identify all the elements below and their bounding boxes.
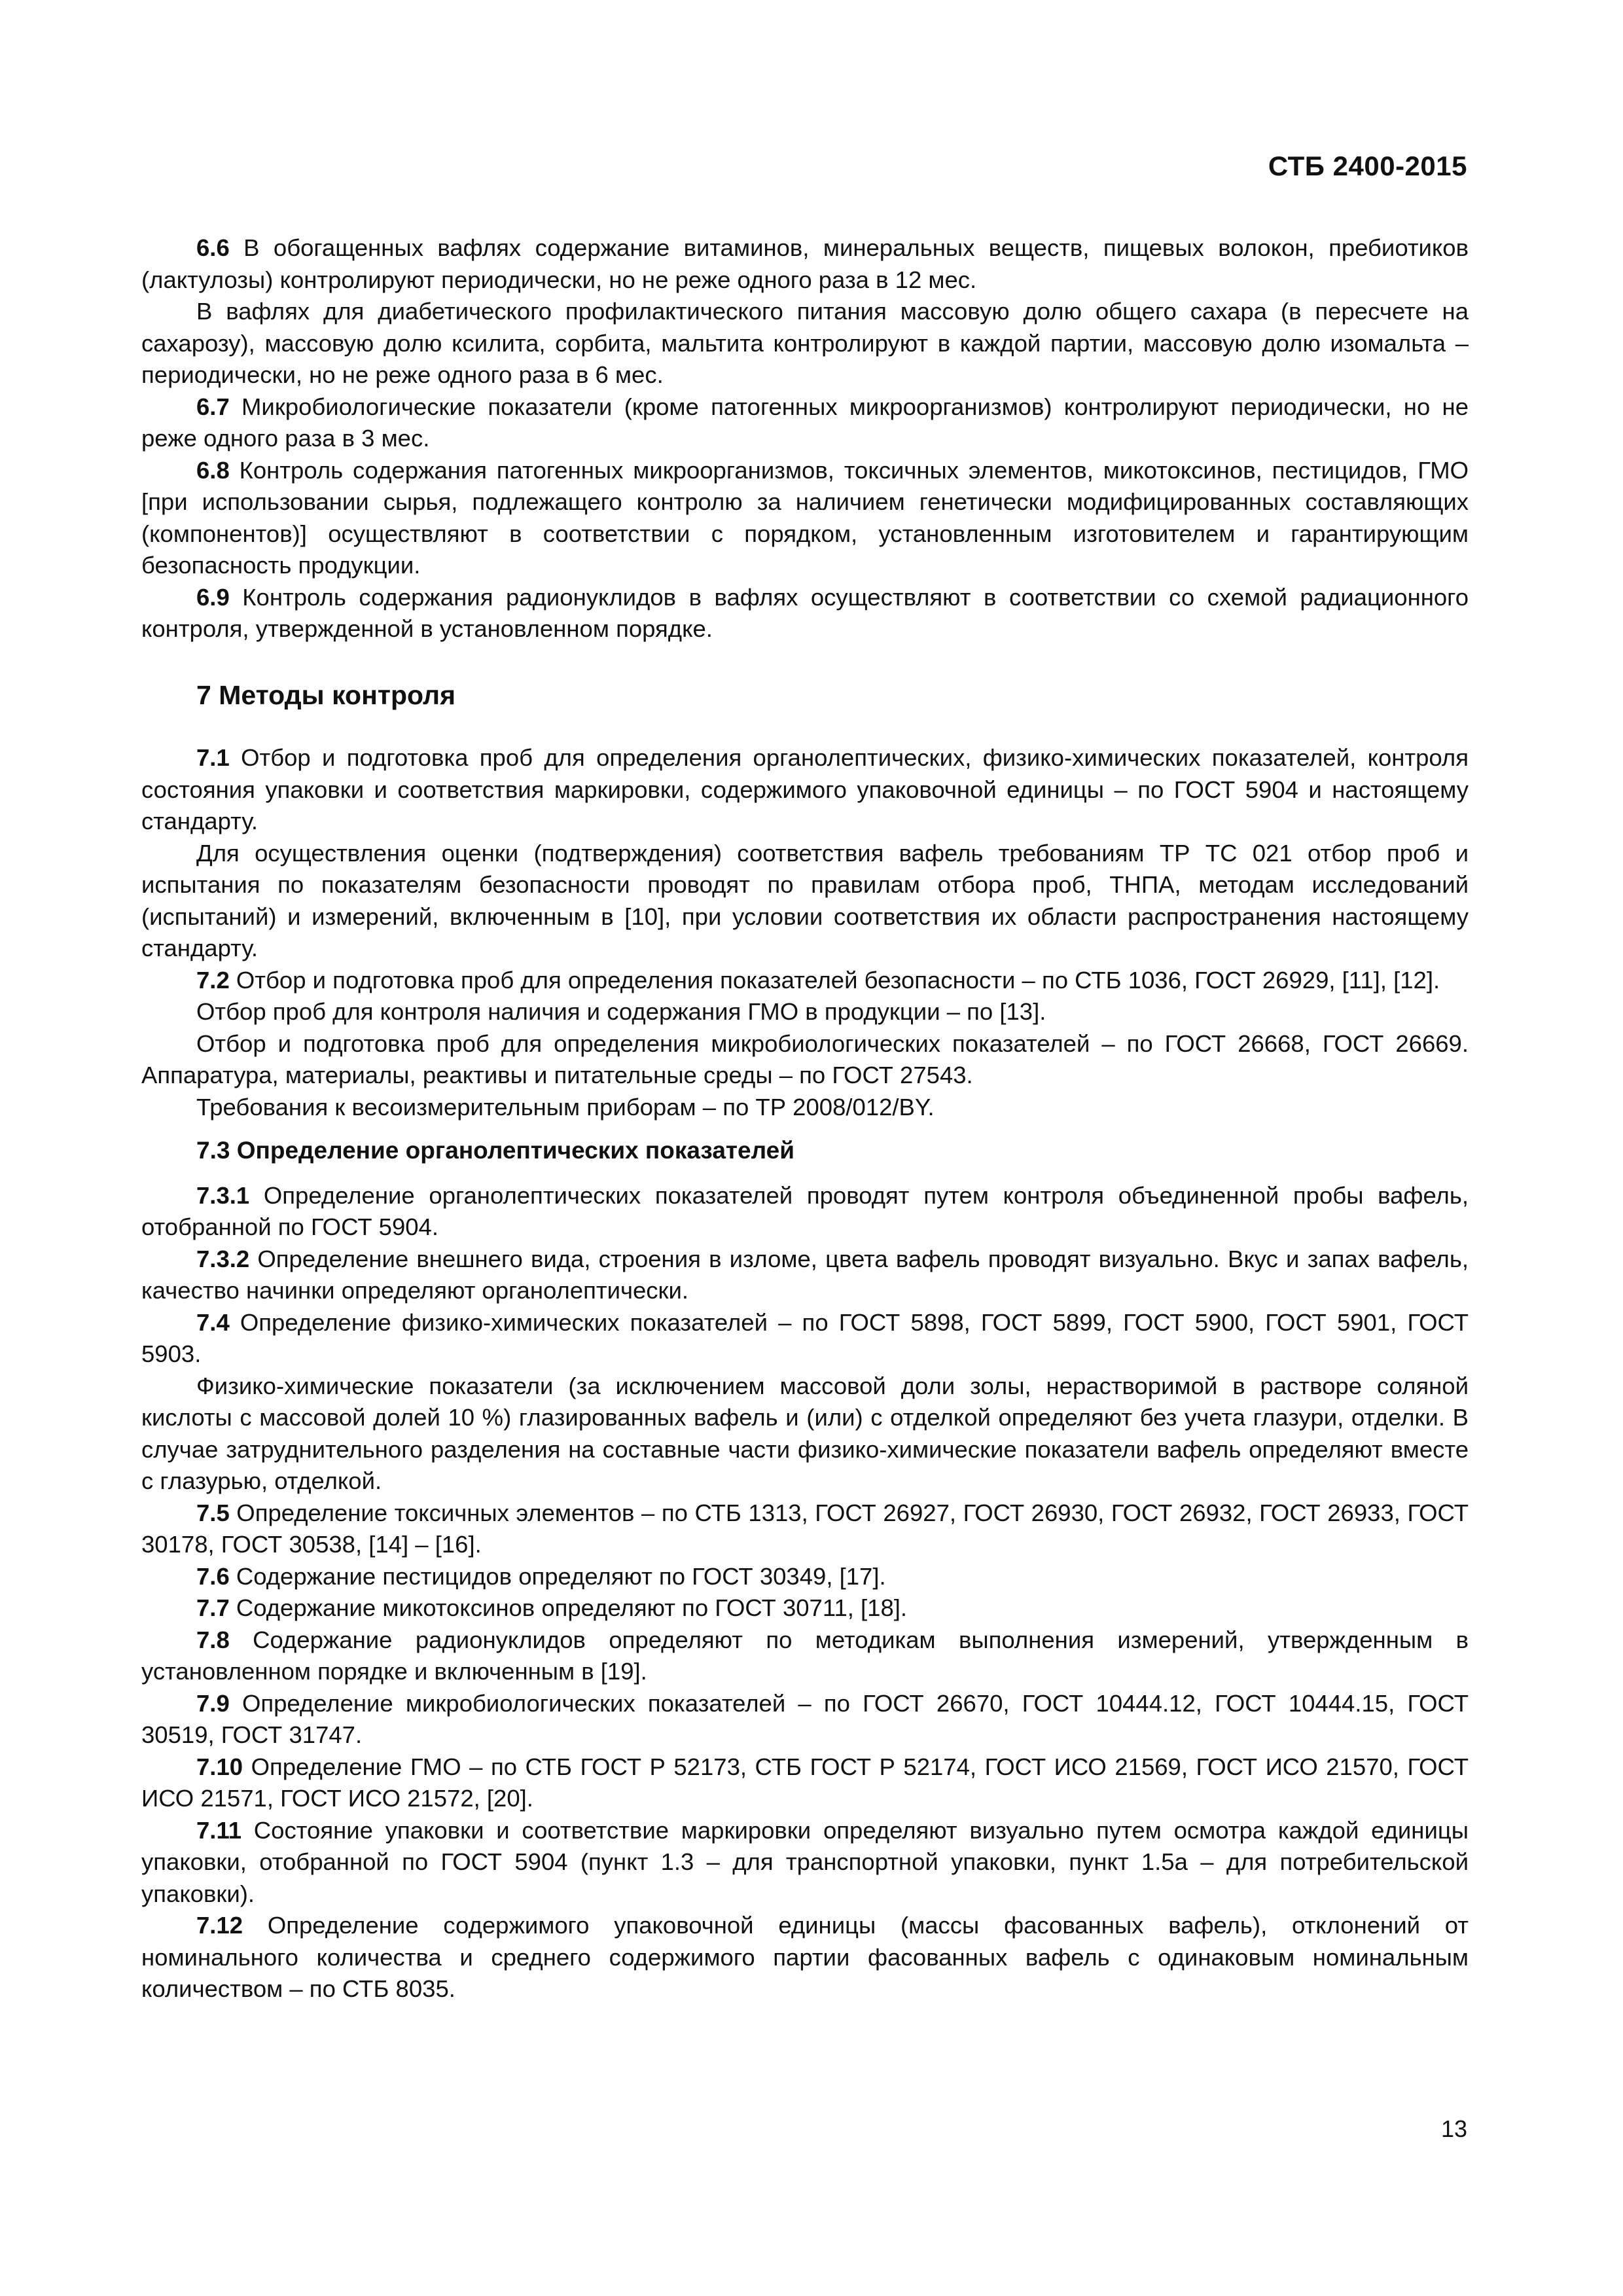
clause-text: Определение физико-химических показателей – по ГОСТ 5898, ГОСТ 5899, ГОСТ 5900, ГОСТ 5901, ГОСТ 5903. [141,1308,1469,1367]
clause-text: Отбор и подготовка проб для определения показателей безопасности – по СТБ 1036, ГОСТ 26929, [11], [12]. [229,966,1440,994]
paragraph-7-1-continued: Для осуществления оценки (подтверждения) соответствия вафель требованиям ТР ТС 021 отбор проб и испытания по показателям безопасности проводят по правилам отбора проб, ТНПА, методам исследований (испытаний) и измерений, включенным в [10], при условии соответствия их области распространения настоящему стандарту. [141,839,1469,961]
paragraph-7-9 [141,1688,1469,1751]
clause-text: Отбор и подготовка проб для определения органолептических, физико-химических показателей, контроля состояния упаковки и соответствия маркировки, содержимого упаковочной единицы – по ГОСТ 5904 и настоящему стандарту. [141,744,1469,834]
clause-number: 7.3.2 [196,1245,250,1272]
clause-number: 7.11 [196,1816,242,1844]
clause-text: В обогащенных вафлях содержание витаминов, минеральных веществ, пищевых волокон, пребиотиков (лактулозы) контролируют периодически, но не реже одного раза в 12 мес. [141,234,1469,293]
paragraph-7-3-2 [141,1244,1469,1307]
clause-text: Определение микробиологических показателей – по ГОСТ 26670, ГОСТ 10444.12, ГОСТ 10444.15, ГОСТ 30519, ГОСТ 31747. [141,1689,1469,1748]
clause-number: 7.7 [196,1594,230,1621]
paragraph-7-2-micro-sampling: Отбор и подготовка проб для определения микробиологических показателей – по ГОСТ 26668, ГОСТ 26669. Аппаратура, материалы, реактивы и питательные среды – по ГОСТ 27543. [141,1030,1469,1088]
clause-text: Состояние упаковки и соответствие маркировки определяют визуально путем осмотра каждой единицы упаковки, отобранной по ГОСТ 5904 (пункт 1.3 – для транспортной упаковки, пункт 1.5а – для потребительской упаковки). [141,1816,1469,1907]
paragraph-7-2 [141,965,1469,997]
clause-text: Контроль содержания патогенных микроорганизмов, токсичных элементов, микотоксинов, пестицидов, ГМО [при использовании сырья, подлежащего контролю за наличием генетически модифицированных составляющих (компонентов)] осуществляют в соответствии с порядком, установленным изготовителем и гарантирующим безопасность продукции. [141,456,1469,579]
paragraph-7-7 [141,1592,1469,1624]
paragraph-7-4-continued: Физико-химические показатели (за исключением массовой доли золы, нерастворимой в растворе соляной кислоты с массовой долей 10 %) глазированных вафель и (или) с отделкой определяют без учета глазури, отделки. В случае затруднительного разделения на составные части физико-химические показатели вафель определяют вместе с глазурью, отделкой. [141,1372,1469,1494]
clause-text: Определение органолептических показателей проводят путем контроля объединенной пробы вафель, отобранной по ГОСТ 5904. [141,1181,1469,1240]
clause-number: 7.12 [196,1912,243,1939]
clause-text: Определение внешнего вида, строения в изломе, цвета вафель проводят визуально. Вкус и запах вафель, качество начинки определяют органолептически. [141,1245,1469,1304]
paragraph-6-6 [141,232,1469,296]
paragraph-7-10 [141,1751,1469,1815]
clause-text: Определение ГМО – по СТБ ГОСТ Р 52173, СТБ ГОСТ Р 52174, ГОСТ ИСО 21569, ГОСТ ИСО 21570, ГОСТ ИСО 21571, ГОСТ ИСО 21572, [20]. [141,1753,1469,1812]
paragraph-7-8 [141,1624,1469,1688]
clause-number: 6.6 [196,234,230,261]
clause-text: Содержание пестицидов определяют по ГОСТ 30349, [17]. [229,1562,886,1590]
clause-text: Определение токсичных элементов – по СТБ 1313, ГОСТ 26927, ГОСТ 26930, ГОСТ 26932, ГОСТ 26933, ГОСТ 30178, ГОСТ 30538, [14] – [16]. [141,1499,1469,1558]
clause-number: 7.5 [196,1499,230,1526]
clause-number: 7.2 [196,966,230,994]
clause-number: 7.9 [196,1689,230,1717]
section-heading-7: 7 Методы контроля [196,679,455,710]
clause-text: Содержание радионуклидов определяют по методикам выполнения измерений, утвержденным в установленном порядке и включенным в [19]. [141,1626,1469,1685]
clause-text: Микробиологические показатели (кроме патогенных микроорганизмов) контролируют периодически, но не реже одного раза в 3 мес. [141,393,1469,452]
clause-number: 7.1 [196,744,230,771]
clause-number: 6.8 [196,456,230,484]
paragraph-7-3-1 [141,1180,1469,1244]
paragraph-7-2-gmo-sampling: Отбор проб для контроля наличия и содержания ГМО в продукции – по [13]. [196,998,1046,1025]
page-number: 13 [1440,2115,1467,2142]
paragraph-7-11 [141,1815,1469,1910]
clause-number: 7.10 [196,1753,243,1780]
paragraph-7-6 [141,1561,1469,1593]
clause-text: Контроль содержания радионуклидов в вафлях осуществляют в соответствии со схемой радиационного контроля, утвержденной в установленном порядке. [141,583,1469,642]
clause-text: Содержание микотоксинов определяют по ГОСТ 30711, [18]. [229,1594,908,1621]
paragraph-7-4 [141,1307,1469,1371]
clause-number: 7.8 [196,1626,230,1653]
paragraph-7-5 [141,1498,1469,1561]
document-body [141,232,1469,2005]
paragraph-6-9 [141,582,1469,645]
paragraph-7-12 [141,1910,1469,2005]
clause-number: 7.3.1 [196,1181,250,1209]
paragraph-7-1 [141,742,1469,838]
paragraph-6-6-continued: В вафлях для диабетического профилактического питания массовую долю общего сахара (в пересчете на сахарозу), массовую долю ксилита, сорбита, мальтита контролируют в каждой партии, массовую долю изомальта – периодически, но не реже одного раза в 6 мес. [141,298,1469,388]
clause-number: 6.7 [196,393,230,420]
paragraph-6-8 [141,455,1469,582]
clause-number: 6.9 [196,583,230,611]
clause-number: 7.6 [196,1562,230,1590]
clause-number: 7.4 [196,1308,230,1336]
clause-text: Определение содержимого упаковочной единицы (массы фасованных вафель), отклонений от номинального количества и среднего содержимого партии фасованных вафель с одинаковым номинальным количеством – по СТБ 8035. [141,1912,1469,2002]
paragraph-6-7 [141,391,1469,455]
document-code: СТБ 2400-2015 [1268,151,1467,181]
paragraph-7-2-scales: Требования к весоизмерительным приборам – по ТР 2008/012/BY. [196,1093,935,1121]
section-heading-7-3: 7.3 Определение органолептических показателей [196,1137,794,1164]
